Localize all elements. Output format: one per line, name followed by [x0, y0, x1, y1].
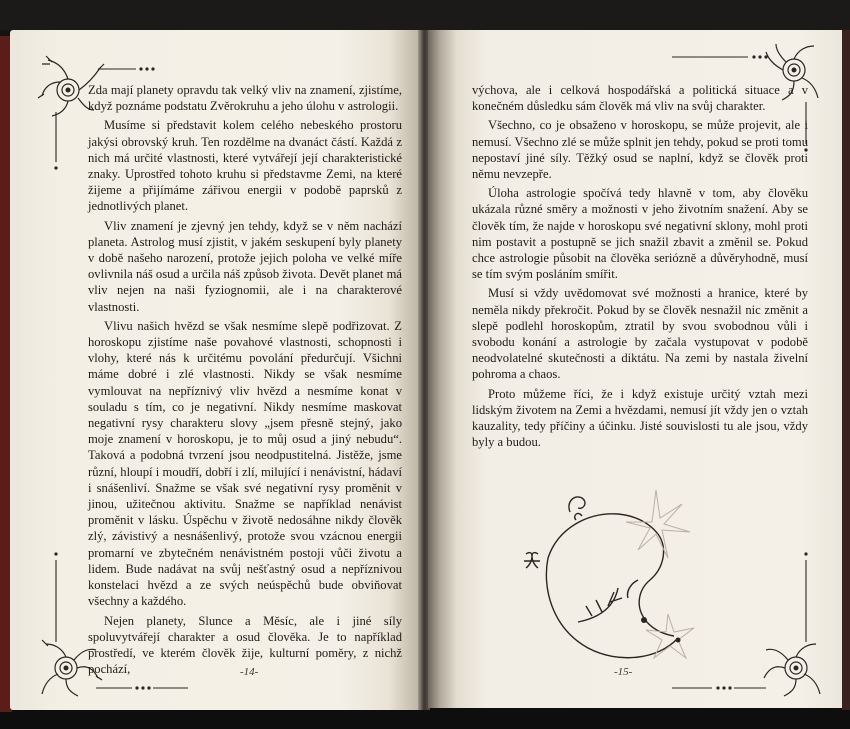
left-page: [10, 30, 422, 710]
zodiac-pisces-illustration: [518, 488, 718, 672]
paragraph: Všechno, co je obsaženo v horoskopu, se může projevit, ale i nemusí. Všechno zlé se může splnit jen tehdy, pokud se proti tomu nepostaví jiné síly. Těžký osud se naplní, když se člověk proti němu nevzepře.: [472, 118, 808, 182]
book-cover-top: [0, 0, 850, 30]
page-number-right: -15-: [614, 666, 633, 678]
paragraph: Musíme si představit kolem celého nebeského prostoru jakýsi obrovský kruh. Ten rozdělme na dvanáct částí. Každá z nich má určité vlastnosti, které vytvářejí její charakteristické znaky. Uprostřed tohoto kruhu si představme Zemi, na které žijeme a přijímáme zářivou energii v podobě paprsků z jednotlivých planet.: [88, 118, 402, 214]
paragraph: Vliv znamení je zjevný jen tehdy, když se v něm nachází planeta. Astrolog musí zjistit, v jakém seskupení byly planety v době našeho narození, protože jejich poloha ve velké míře ovlivnila náš osud a určila náš způsob života. Devět planet má vliv nejen na naši fyziognomii, ale i na charakterové vlastnosti.: [88, 218, 402, 314]
right-page-text: [472, 82, 808, 450]
page-number-left: -14-: [240, 666, 259, 678]
paragraph: Vlivu našich hvězd se však nesmíme slepě podřizovat. Z horoskopu zjistíme naše povahové vlastnosti, schopnosti i vlohy, které nás k určitému povolání předurčují. Všichni máme dobré i zlé vlastnosti. Nikdy se však nesmíme vymlouvat na nepříznivý vliv hvězd a nesmíme konat v souladu s tím, co je negativní. Nikdy nesmíme maskovat negativní rysy charakteru slovy „jsem přesně stejný, jako moje znamení v horoskopu, je to můj osud a jiný nebudu“. Taková a podobná tvrzení jsou neodpustitelná. Jistěže, jsme různí, hloupí i moudří, dobří i zlí, milující i nenávistní, hádaví i snášenliví. Snažme se však své negativní rysy proměnit v jinou, užitečnou aktivitu. Snažme se například nenávist proměnit v lásku. Úspěchu v životě nedosáhne nikdy člověk zlý, závistivý a nesnášenlivý, protože svou vzácnou energii promarní ve zbytečném nenávistném postoji vůči životu a lidem. Bude nadávat na svůj nešťastný osud a nepříznivou konstelaci hvězd a ze svých neúspěchů bude obviňovat všechny a každého.: [88, 318, 402, 609]
right-page: [428, 30, 842, 708]
paragraph: Úloha astrologie spočívá tedy hlavně v tom, aby člověku ukázala různé směry a možnosti v jeho životním snažení. Aby se člověk tím, že najde v horoskopu své negativní sklony, mohl proti nim postavit a postupně se jich snažil zbavit a změnil se. Pokud chce astrologie působit na člověka seriózně a důvěryhodně, musí se tím svým posláním smířit.: [472, 186, 808, 282]
paragraph: Musí si vždy uvědomovat své možnosti a hranice, které by neměla nikdy překročit. Pokud by se člověk nesnažil nic změnit a slepě podlehl horoskopům, ztratil by svou svobodnou vůli i svobodu konání a astrologie by začala vystupovat v podobě neodvolatelné skutečnosti a diktátu. Na zemi by nastala živelní pohroma a chaos.: [472, 286, 808, 382]
paragraph: Nejen planety, Slunce a Měsíc, ale i jiné síly spoluvytvářejí charakter a osud člověka. Je to například prostředí, ve kterém člověk žije, kulturní poměry, z nichž pochází,: [88, 613, 402, 677]
paragraph: Zda mají planety opravdu tak velký vliv na znamení, zjistíme, když poznáme podstatu Zvěrokruhu a jeho úlohu v astrologii.: [88, 83, 402, 114]
left-page-text: [88, 82, 402, 677]
book-cover-edge-right: [842, 30, 850, 710]
paragraph: Proto můžeme říci, že i když existuje určitý vztah mezi lidským životem na Zemi a hvězdami, nemusí jít vždy jen o vztah kauzality, tedy příčiny a účinku. Jisté souvislosti tu ale jsou, vždy byly a budou.: [472, 386, 808, 450]
paragraph: výchova, ale i celková hospodářská a politická situace a v konečném důsledku sám člověk má vliv na svůj charakter.: [472, 83, 808, 114]
